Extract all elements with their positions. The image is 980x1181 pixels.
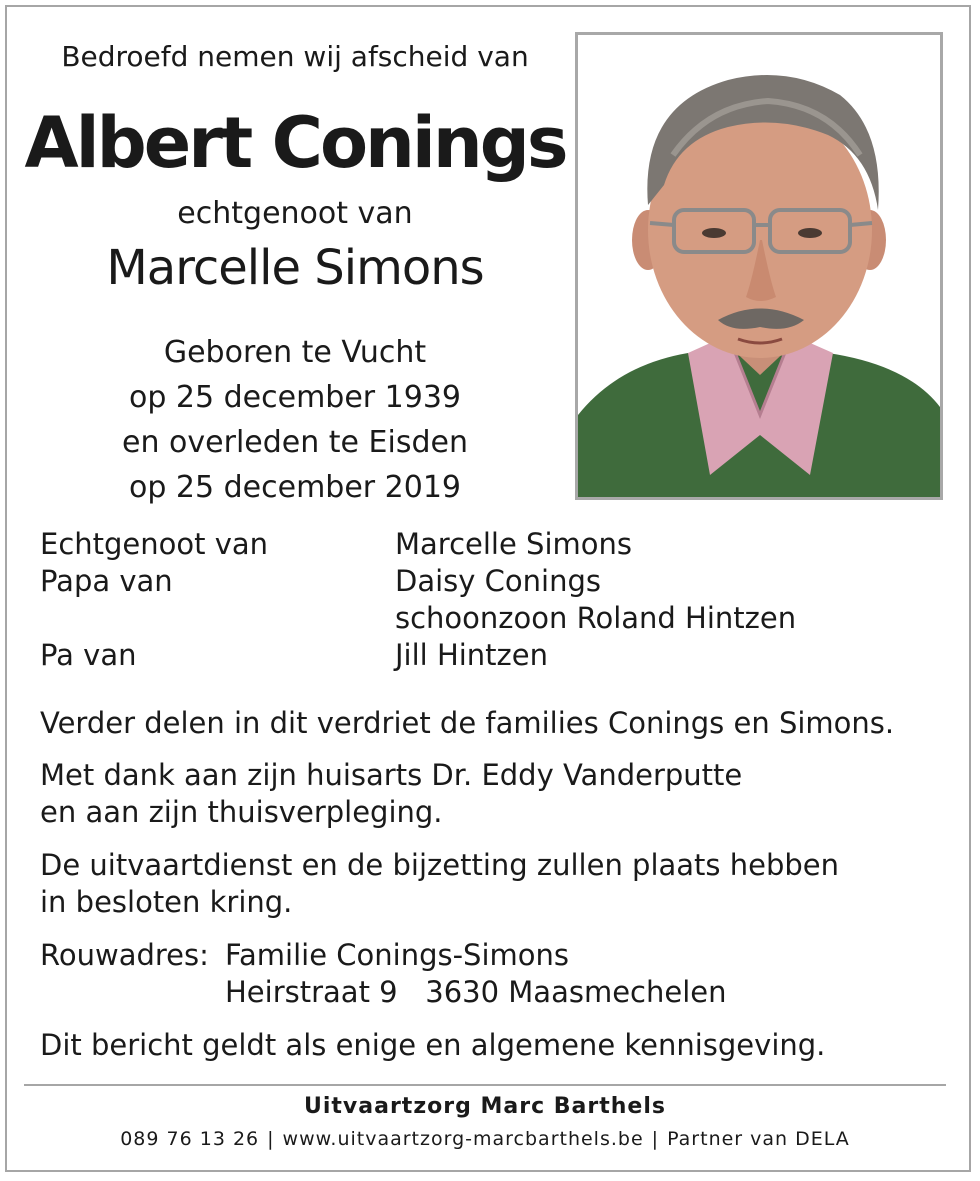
address-row	[40, 937, 940, 974]
spouse-name: Marcelle Simons	[106, 240, 484, 296]
relative-name: Jill Hintzen	[395, 638, 549, 672]
address-line: Familie Conings-Simons	[225, 938, 570, 972]
relative-label: Papa van	[40, 564, 173, 598]
thanks-line: en aan zijn thuisverpleging.	[40, 795, 443, 829]
relative-label: Pa van	[40, 638, 137, 672]
relative-name: Marcelle Simons	[395, 527, 632, 561]
families-paragraph: Verder delen in dit verdriet de families Conings en Simons.	[40, 706, 895, 740]
address-label: Rouwadres:	[40, 938, 209, 972]
separator: |	[651, 1128, 660, 1150]
relative-value	[395, 637, 940, 674]
address-row	[40, 974, 940, 1011]
separator: |	[267, 1128, 275, 1150]
relative-value	[395, 563, 940, 637]
relative-name: Daisy Conings	[395, 564, 601, 598]
intro-text: Bedroefd nemen wij afscheid van	[61, 40, 529, 73]
notice-paragraph: Dit bericht geldt als enige en algemene kennisgeving.	[40, 1028, 826, 1062]
died-date: op 25 december 2019	[128, 470, 462, 505]
portrait-photo	[575, 32, 943, 500]
born-line: Geboren te Vucht	[163, 335, 427, 370]
partner-text: Partner van DELA	[667, 1128, 850, 1150]
portrait-illustration	[578, 35, 940, 497]
relative-row	[40, 526, 940, 563]
died-line: en overleden te Eisden	[122, 425, 468, 460]
born-date: op 25 december 1939	[128, 380, 462, 415]
relative-label: Echtgenoot van	[40, 527, 269, 561]
spouse-intro: echtgenoot van	[177, 196, 413, 231]
website-link[interactable]: www.uitvaartzorg-marcbarthels.be	[282, 1128, 644, 1150]
deceased-name: Albert Conings	[24, 102, 566, 184]
ceremony-line: in besloten kring.	[40, 885, 293, 919]
thanks-paragraph	[40, 757, 940, 831]
ceremony-paragraph	[40, 847, 940, 921]
funeral-home-name: Uitvaartzorg Marc Barthels	[304, 1094, 666, 1119]
address-line: Heirstraat 9 3630 Maasmechelen	[225, 975, 727, 1009]
thanks-line: Met dank aan zijn huisarts Dr. Eddy Vanderputte	[40, 758, 743, 792]
phone-number: 089 76 13 26	[120, 1128, 260, 1150]
ceremony-line: De uitvaartdienst en de bijzetting zullen plaats hebben	[40, 848, 840, 882]
footer-contact	[0, 1128, 970, 1150]
relatives-list	[40, 526, 940, 674]
footer-divider	[24, 1084, 946, 1086]
relative-row	[40, 637, 940, 674]
relative-name: schoonzoon Roland Hintzen	[395, 601, 797, 635]
address-block	[40, 937, 940, 1011]
relative-value	[395, 526, 940, 563]
life-dates	[20, 330, 570, 510]
relative-row	[40, 563, 940, 637]
